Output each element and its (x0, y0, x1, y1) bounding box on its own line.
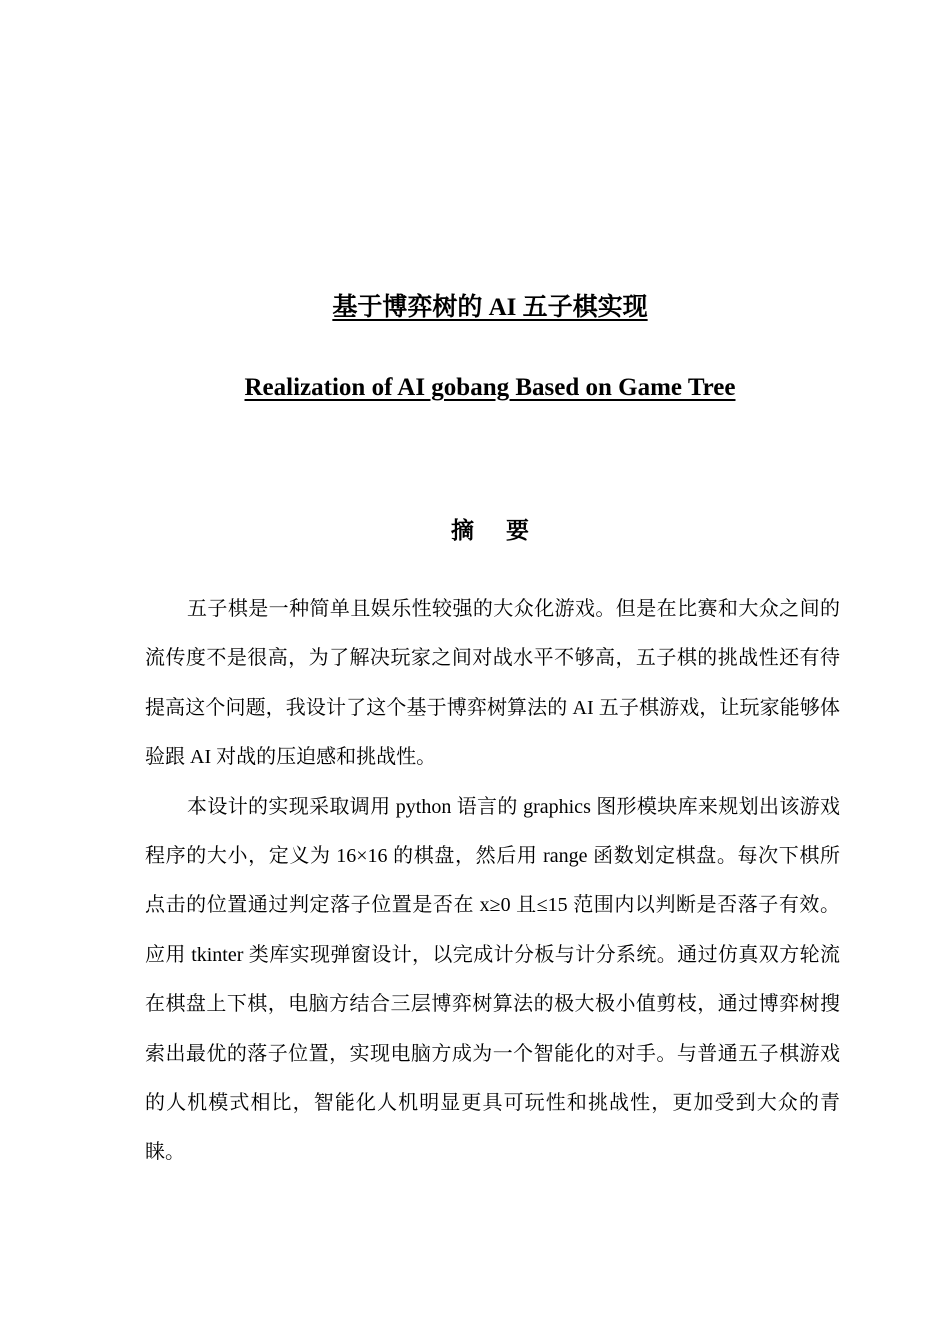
abstract-body (145, 585, 840, 1178)
abstract-heading: 摘要 (451, 518, 561, 544)
abstract-paragraph-2: 本设计的实现采取调用 python 语言的 graphics 图形模块库来规划出该游戏程序的大小，定义为 16×16 的棋盘，然后用 range 函数划定棋盘。每次下棋所点击的位置通过判定落子位置是否在 x≥0 且≤15 范围内以判断是否落子有效。应用 tkinter 类库实现弹窗设计，以完成计分板与计分系统。通过仿真双方轮流在棋盘上下棋，电脑方结合三层博弈树算法的极大极小值剪枝，通过博弈树搜索出最优的落子位置，实现电脑方成为一个智能化的对手。与普通五子棋游戏的人机模式相比，智能化人机明显更具可玩性和挑战性，更加受到大众的青睐。 (145, 795, 840, 1164)
english-title: Realization of AI gobang Based on Game Tree (244, 374, 736, 401)
chinese-title: 基于博弈树的 AI 五子棋实现 (332, 294, 648, 321)
abstract-paragraph-1: 五子棋是一种简单且娱乐性较强的大众化游戏。但是在比赛和大众之间的流传度不是很高，为了解决玩家之间对战水平不够高，五子棋的挑战性还有待提高这个问题，我设计了这个基于博弈树算法的 AI 五子棋游戏，让玩家能够体验跟 AI 对战的压迫感和挑战性。 (145, 598, 840, 769)
